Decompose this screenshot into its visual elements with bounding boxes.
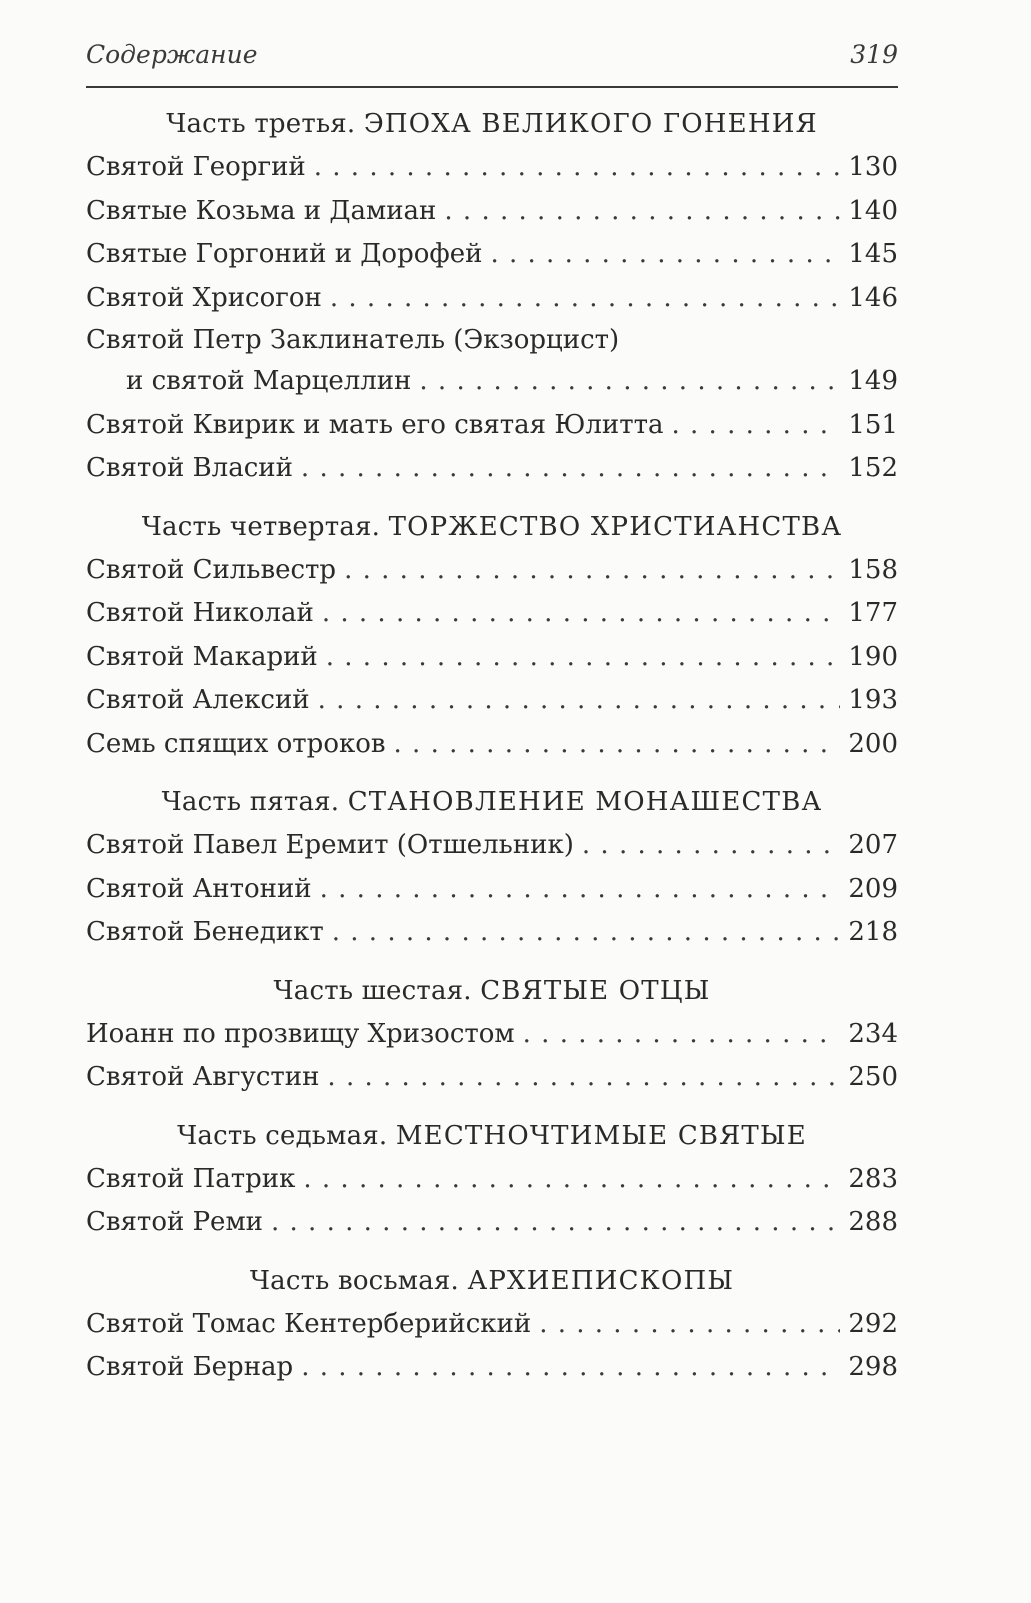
toc-section <box>86 955 898 1100</box>
toc-entry[interactable] <box>86 1201 898 1245</box>
running-head-title: Содержание <box>86 40 258 69</box>
running-head-page-number: 319 <box>850 40 898 69</box>
contents-page <box>86 40 898 1390</box>
section-name: ТОРЖЕСТВО ХРИСТИАНСТВА <box>388 511 843 542</box>
toc-entry[interactable] <box>86 549 898 593</box>
toc-entry-page: 292 <box>848 1308 898 1339</box>
toc-entry-label: Святой Алексий <box>86 685 310 715</box>
dot-leader <box>303 1158 840 1202</box>
dot-leader <box>327 1056 840 1100</box>
toc-entry-label: и святой Марцеллин <box>126 366 412 396</box>
dot-leader <box>523 1013 841 1057</box>
toc-entry[interactable] <box>86 824 898 868</box>
toc-entry-label: Святой Томас Кентерберийский <box>86 1308 532 1339</box>
dot-leader <box>330 277 840 321</box>
toc-entry-page: 193 <box>848 685 898 715</box>
toc-entry-label: Святой Георгий <box>86 152 306 182</box>
section-name: ЭПОХА ВЕЛИКОГО ГОНЕНИЯ <box>363 109 818 139</box>
dot-leader <box>332 911 841 955</box>
toc-entry[interactable] <box>86 146 898 190</box>
toc-section <box>86 1245 898 1390</box>
toc-entry-label: Святой Августин <box>86 1062 320 1092</box>
section-title <box>86 955 898 1013</box>
toc-entry[interactable] <box>86 233 898 277</box>
toc-entry-page: 298 <box>848 1352 898 1382</box>
toc-entry-label: Святой Антоний <box>86 873 312 904</box>
toc-entry-page: 151 <box>848 409 898 440</box>
toc-entry-page: 190 <box>848 641 898 672</box>
dot-leader <box>301 1346 840 1390</box>
toc-entry-label: Святой Хрисогон <box>86 282 322 313</box>
toc-entry[interactable] <box>86 911 898 955</box>
toc-entry[interactable] <box>86 592 898 636</box>
dot-leader <box>444 190 840 234</box>
toc-entry-continuation <box>86 360 898 404</box>
dot-leader <box>582 824 840 868</box>
toc-entry-page: 234 <box>848 1018 898 1049</box>
toc-entry[interactable] <box>86 404 898 448</box>
dot-leader <box>539 1303 840 1347</box>
toc-entry[interactable] <box>86 636 898 680</box>
toc-entry-label: Святой Павел Еремит (Отшельник) <box>86 830 574 860</box>
toc-entry-label: Семь спящих отроков <box>86 728 386 759</box>
section-name: СВЯТЫЕ ОТЦЫ <box>480 975 711 1006</box>
dot-leader <box>271 1201 840 1245</box>
toc-entry-label: Святой Реми <box>86 1207 263 1237</box>
dot-leader <box>322 592 841 636</box>
toc-entry-page: 250 <box>848 1062 898 1092</box>
toc-entry-label: Святой Бернар <box>86 1352 294 1382</box>
toc-entry-page: 152 <box>848 453 898 483</box>
toc-entry[interactable] <box>86 723 898 767</box>
toc-entry[interactable] <box>86 190 898 234</box>
toc-entry[interactable] <box>86 1303 898 1347</box>
dot-leader <box>419 360 840 404</box>
toc-entry-label: Святые Козьма и Дамиан <box>86 195 437 226</box>
dot-leader <box>318 679 841 723</box>
section-title <box>86 1245 898 1303</box>
toc-entry[interactable] <box>86 1013 898 1057</box>
toc-entry-label: Святой Квирик и мать его святая Юлитта <box>86 409 664 440</box>
toc-section <box>86 766 898 955</box>
toc-entry-page: 140 <box>848 195 898 226</box>
section-part: Часть пятая. <box>161 787 340 817</box>
section-part: Часть седьмая. <box>177 1120 388 1151</box>
toc-entry[interactable] <box>86 447 898 491</box>
section-title <box>86 491 898 549</box>
toc-entry-label: Святой Сильвестр <box>86 554 337 585</box>
dot-leader <box>490 233 840 277</box>
toc-entry[interactable] <box>86 868 898 912</box>
dot-leader <box>320 868 841 912</box>
section-part: Часть четвертая. <box>141 511 381 542</box>
toc-entry-page: 207 <box>848 830 898 860</box>
toc-section <box>86 1100 898 1245</box>
toc-entry-page: 145 <box>848 239 898 269</box>
toc-entry-page: 158 <box>848 554 898 585</box>
section-part: Часть шестая. <box>273 975 472 1006</box>
toc-entry[interactable] <box>86 277 898 321</box>
toc-section <box>86 88 898 491</box>
toc-entry[interactable] <box>86 679 898 723</box>
toc-entry-page: 218 <box>848 917 898 947</box>
toc-entry[interactable] <box>86 1158 898 1202</box>
running-head <box>86 40 898 88</box>
dot-leader <box>314 146 841 190</box>
toc-entry-multiline[interactable] <box>86 320 898 404</box>
toc-entry-page: 283 <box>848 1163 898 1194</box>
toc-entry-page: 209 <box>848 873 898 904</box>
section-part: Часть третья. <box>166 109 356 139</box>
toc-entry-page: 177 <box>848 598 898 628</box>
toc-entry-label: Святой Власий <box>86 453 293 483</box>
dot-leader <box>671 404 840 448</box>
toc-entry-label: Святой Николай <box>86 598 314 628</box>
toc-entry-label: Иоанн по прозвищу Хризостом <box>86 1018 515 1049</box>
toc-entry-label: Святой Макарий <box>86 641 318 672</box>
dot-leader <box>344 549 840 593</box>
toc-entry-label: Святые Горгоний и Дорофей <box>86 239 483 269</box>
dot-leader <box>326 636 841 680</box>
section-name: МЕСТНОЧТИМЫЕ СВЯТЫЕ <box>395 1120 807 1151</box>
dot-leader <box>301 447 840 491</box>
toc-entry-page: 146 <box>848 282 898 313</box>
toc-entry-label: Святой Бенедикт <box>86 917 324 947</box>
toc-entry-label: Святой Патрик <box>86 1163 296 1194</box>
section-title <box>86 766 898 824</box>
toc-entry-label-line1: Святой Петр Заклинатель (Экзорцист) <box>86 325 620 355</box>
section-part: Часть восьмая. <box>249 1265 459 1296</box>
dot-leader <box>394 723 841 767</box>
section-title <box>86 1100 898 1158</box>
section-name: АРХИЕПИСКОПЫ <box>467 1265 735 1296</box>
section-title <box>86 88 898 146</box>
toc-entry-page: 130 <box>848 152 898 182</box>
toc-entry-page: 288 <box>848 1207 898 1237</box>
toc-entry-page: 200 <box>848 728 898 759</box>
toc-section <box>86 491 898 767</box>
toc-entry-page: 149 <box>848 366 898 396</box>
section-name: СТАНОВЛЕНИЕ МОНАШЕСТВА <box>347 787 823 817</box>
toc-entry[interactable] <box>86 1056 898 1100</box>
toc-entry[interactable] <box>86 1346 898 1390</box>
